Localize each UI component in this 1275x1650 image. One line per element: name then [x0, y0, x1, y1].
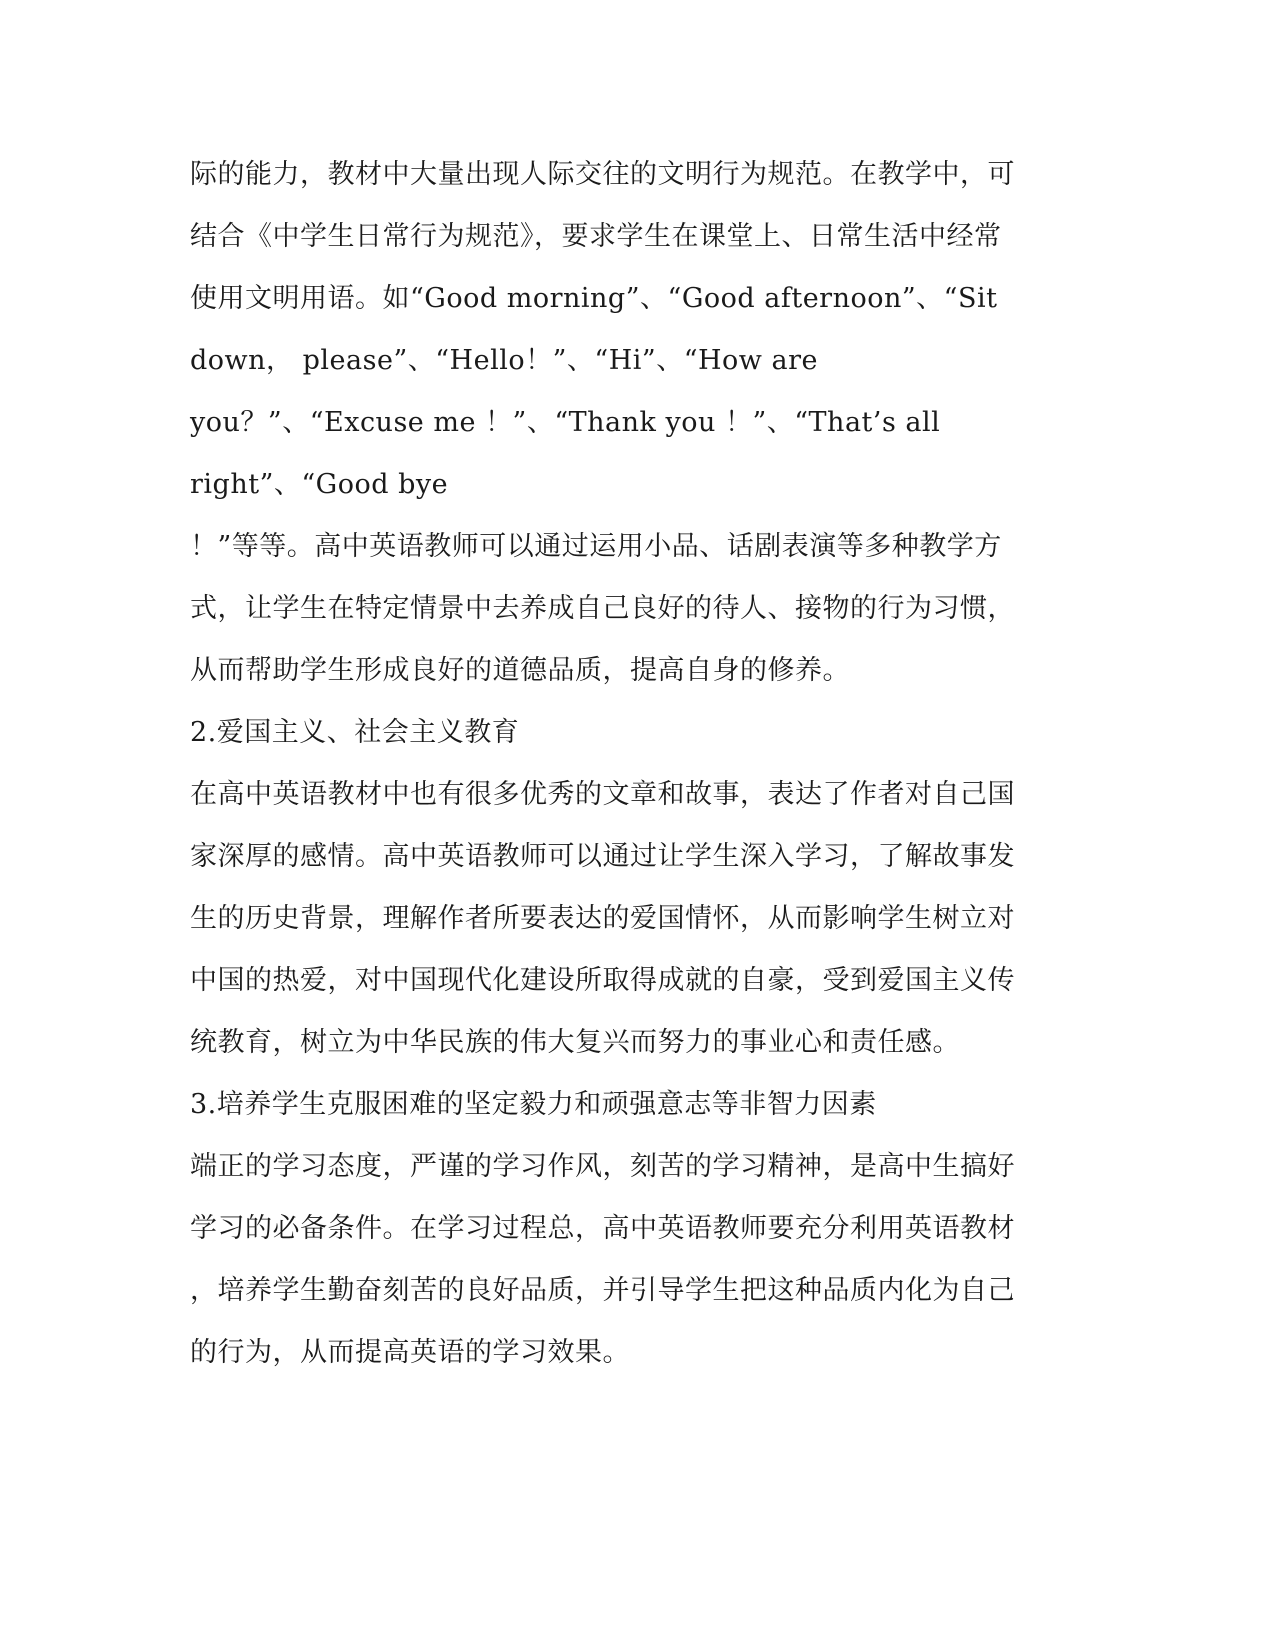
text-line: 的行为，从而提高英语的学习效果。	[190, 1337, 630, 1368]
text-line: 式，让学生在特定情景中去养成自己良好的待人、接物的行为习惯，	[190, 593, 1015, 624]
text-line: 际的能力，教材中大量出现人际交往的文明行为规范。在教学中，可	[190, 159, 1015, 190]
text-line: 生的历史背景，理解作者所要表达的爱国情怀，从而影响学生树立对	[190, 903, 1015, 934]
text-line: 端正的学习态度，严谨的学习作风，刻苦的学习精神，是高中生搞好	[190, 1151, 1015, 1182]
text-line: 学习的必备条件。在学习过程总，高中英语教师要充分利用英语教材	[190, 1213, 1015, 1244]
text-line: 统教育，树立为中华民族的伟大复兴而努力的事业心和责任感。	[190, 1027, 960, 1058]
text-line: ，培养学生勤奋刻苦的良好品质，并引导学生把这种品质内化为自己	[190, 1275, 1015, 1306]
text-line: down， please”、“Hello！”、“Hi”、“How are	[190, 345, 818, 376]
text-line: you？”、“Excuse me ！”、“Thank you ！”、“That’s all	[190, 407, 941, 438]
text-line: 家深厚的感情。高中英语教师可以通过让学生深入学习，了解故事发	[190, 841, 1015, 872]
section-heading: 2.爱国主义、社会主义教育	[190, 717, 520, 748]
text-line: 中国的热爱，对中国现代化建设所取得成就的自豪，受到爱国主义传	[190, 965, 1015, 996]
text-line: ！”等等。高中英语教师可以通过运用小品、话剧表演等多种教学方	[190, 531, 1002, 562]
text-line: 从而帮助学生形成良好的道德品质，提高自身的修养。	[190, 655, 850, 686]
text-line: 使用文明用语。如“Good morning”、“Good afternoon”、“Sit	[190, 283, 998, 314]
text-line: 结合《中学生日常行为规范》，要求学生在课堂上、日常生活中经常	[190, 221, 1002, 252]
text-line: 在高中英语教材中也有很多优秀的文章和故事，表达了作者对自己国	[190, 779, 1015, 810]
section-heading: 3.培养学生克服困难的坚定毅力和顽强意志等非智力因素	[190, 1089, 877, 1120]
text-line: right”、“Good bye	[190, 469, 449, 500]
